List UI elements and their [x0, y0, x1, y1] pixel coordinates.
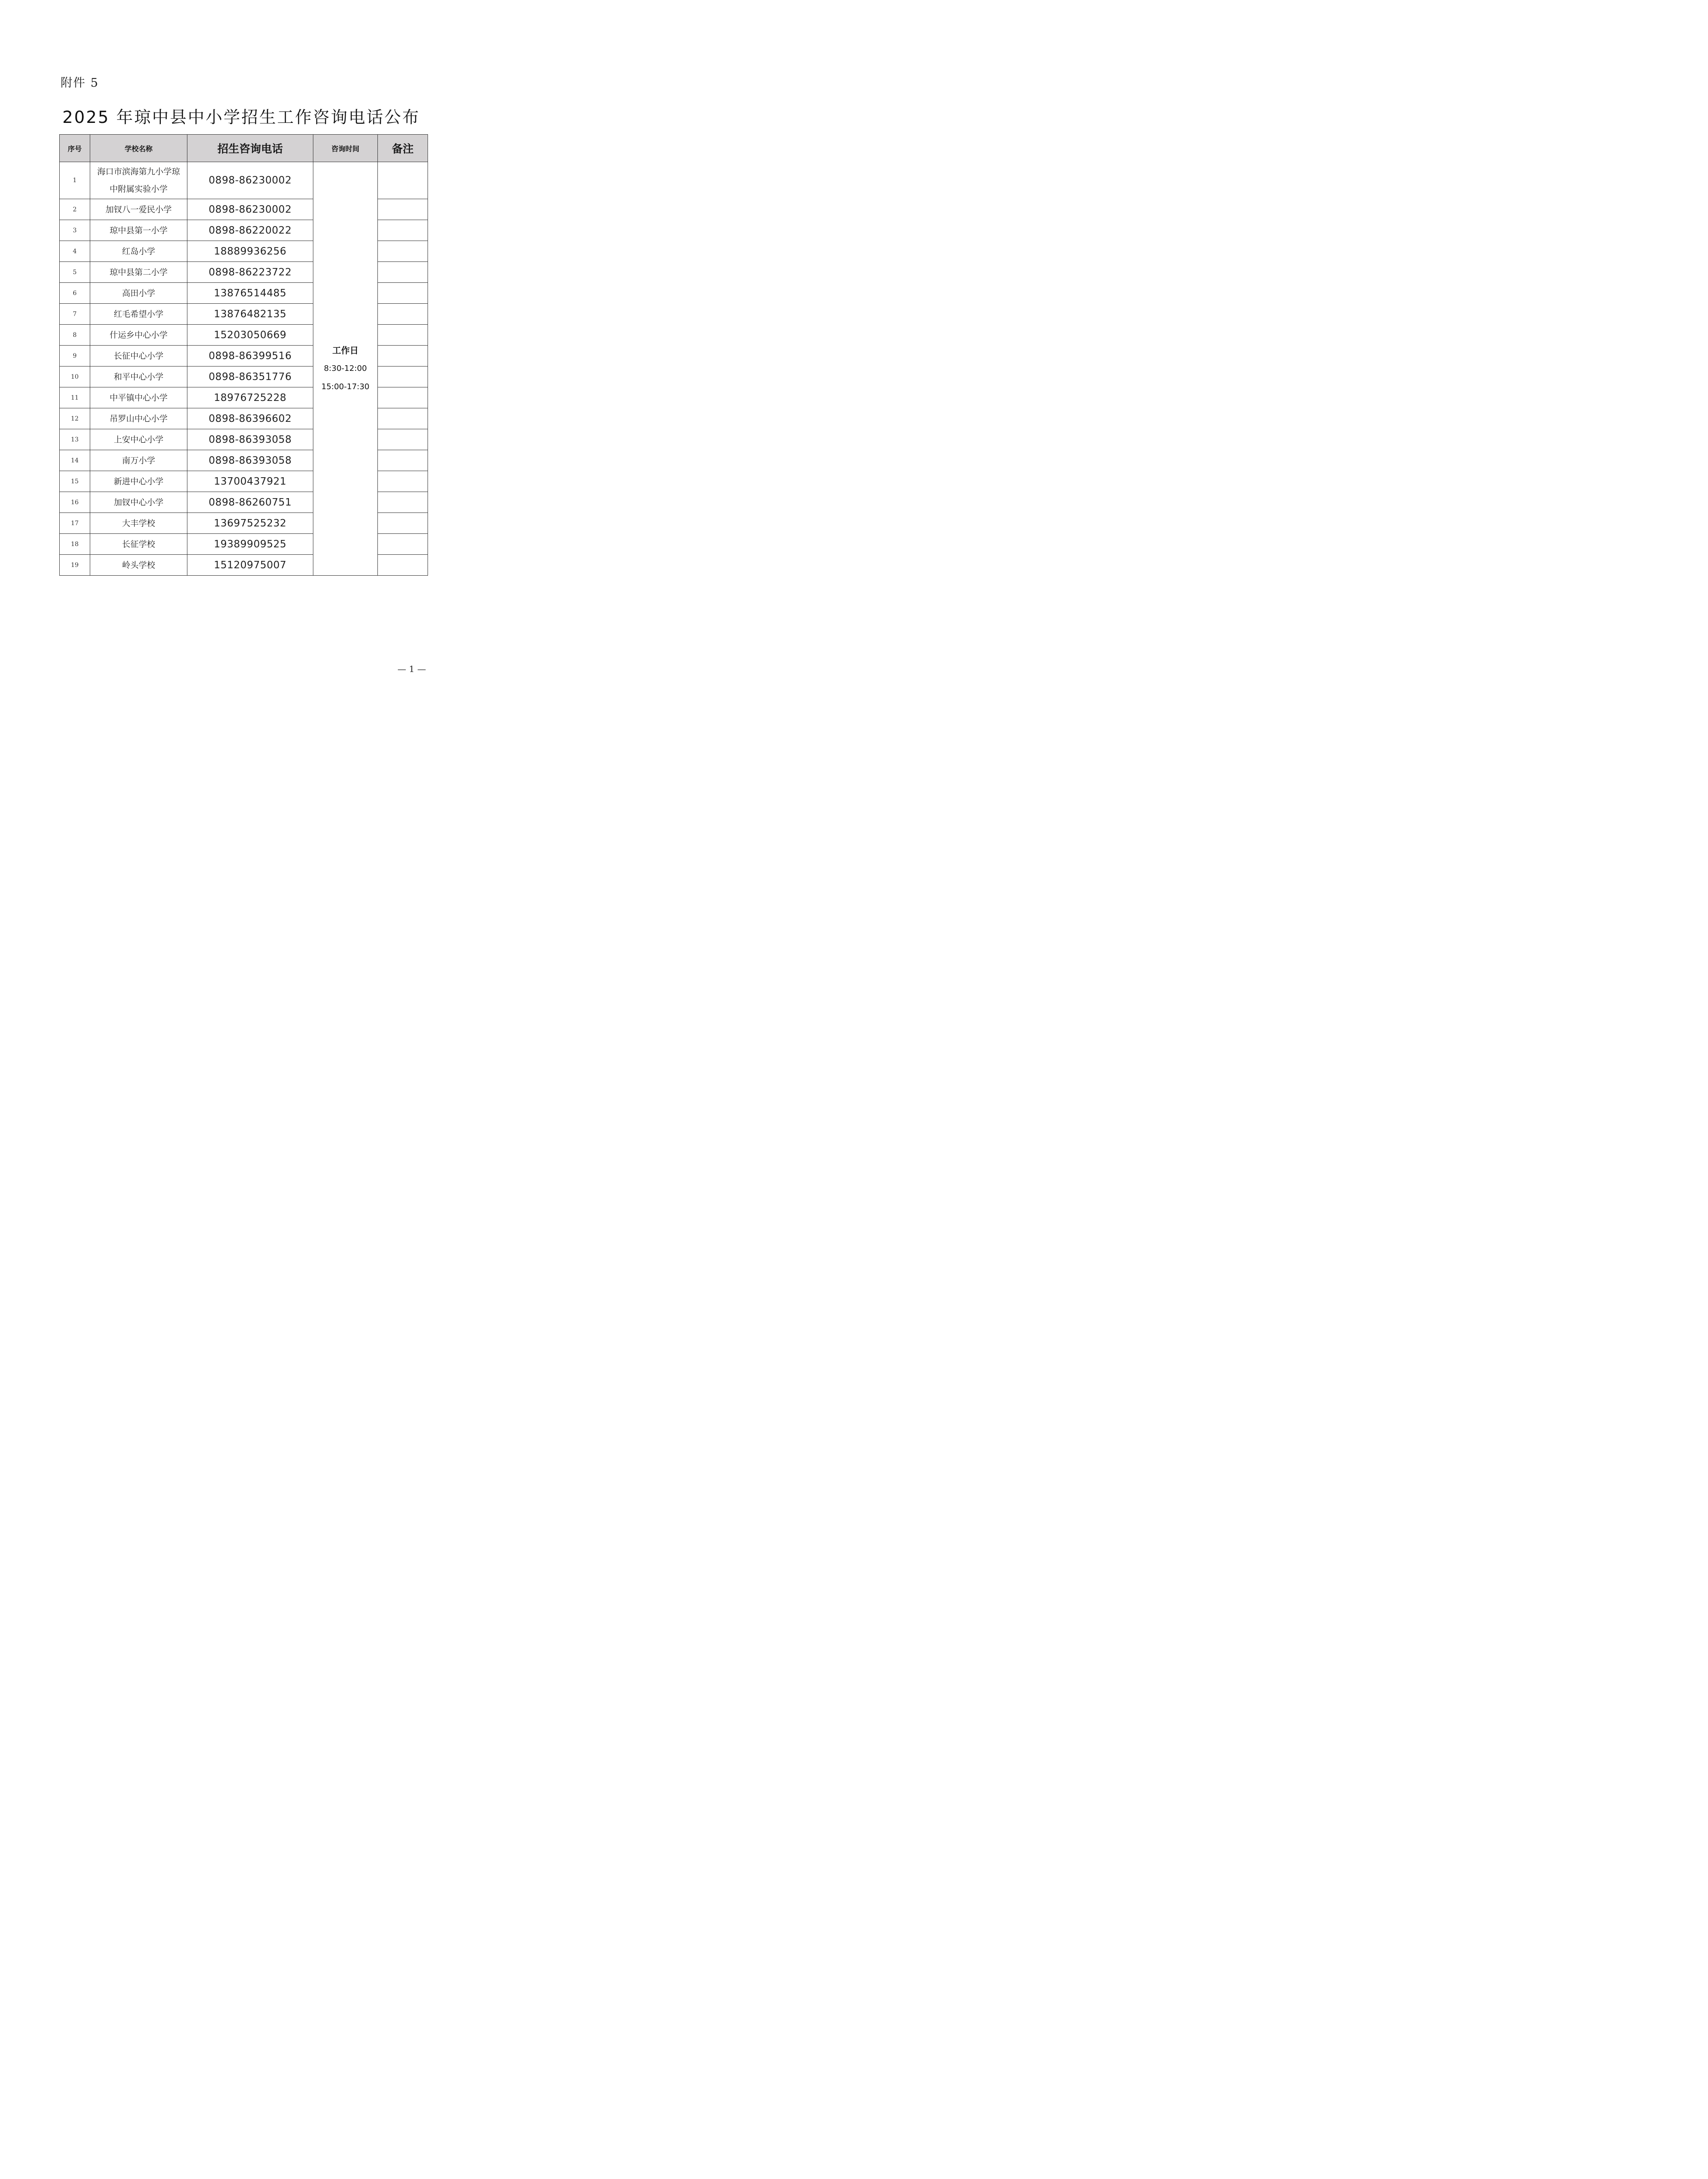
- row-number: 11: [60, 387, 90, 408]
- row-number: 15: [60, 471, 90, 492]
- remarks-cell: [378, 325, 428, 346]
- row-number: 9: [60, 346, 90, 367]
- school-name: 南万小学: [90, 450, 187, 471]
- phone-number: 0898-86396602: [187, 408, 313, 429]
- phone-number: 0898-86230002: [187, 199, 313, 220]
- school-name: 琼中县第二小学: [90, 262, 187, 283]
- phone-number: 19389909525: [187, 534, 313, 555]
- document-title: 2025 年琼中县中小学招生工作咨询电话公布: [62, 108, 420, 127]
- remarks-cell: [378, 199, 428, 220]
- school-name: 和平中心小学: [90, 367, 187, 387]
- remarks-cell: [378, 387, 428, 408]
- row-number: 4: [60, 241, 90, 262]
- remarks-cell: [378, 513, 428, 534]
- school-name: 什运乡中心小学: [90, 325, 187, 346]
- phone-number: 18889936256: [187, 241, 313, 262]
- remarks-cell: [378, 162, 428, 199]
- attachment-label: 附件 5: [61, 76, 99, 90]
- phone-number: 0898-86260751: [187, 492, 313, 513]
- hours-afternoon: 15:00-17:30: [321, 382, 370, 391]
- phone-number: 13700437921: [187, 471, 313, 492]
- school-name: 加钗八一爱民小学: [90, 199, 187, 220]
- row-number: 1: [60, 162, 90, 199]
- enrollment-contact-table: [59, 134, 428, 576]
- row-number: 14: [60, 450, 90, 471]
- school-name: 琼中县第一小学: [90, 220, 187, 241]
- school-name: 上安中心小学: [90, 429, 187, 450]
- school-name: 加钗中心小学: [90, 492, 187, 513]
- row-number: 17: [60, 513, 90, 534]
- row-number: 10: [60, 367, 90, 387]
- remarks-cell: [378, 492, 428, 513]
- phone-number: 15203050669: [187, 325, 313, 346]
- school-name: 红岛小学: [90, 241, 187, 262]
- hours-days: 工作日: [332, 345, 359, 356]
- school-name: 大丰学校: [90, 513, 187, 534]
- phone-number: 0898-86230002: [187, 162, 313, 199]
- row-number: 2: [60, 199, 90, 220]
- remarks-cell: [378, 262, 428, 283]
- school-name: 长征学校: [90, 534, 187, 555]
- phone-number: 0898-86393058: [187, 450, 313, 471]
- row-number: 13: [60, 429, 90, 450]
- school-name: 长征中心小学: [90, 346, 187, 367]
- remarks-cell: [378, 220, 428, 241]
- header-number: 序号: [60, 135, 90, 162]
- phone-number: 18976725228: [187, 387, 313, 408]
- remarks-cell: [378, 304, 428, 325]
- school-name: 海口市滨海第九小学琼中附属实验小学: [90, 162, 187, 199]
- school-name: 岭头学校: [90, 555, 187, 576]
- row-number: 16: [60, 492, 90, 513]
- remarks-cell: [378, 429, 428, 450]
- phone-number: 13697525232: [187, 513, 313, 534]
- header-phone: 招生咨询电话: [187, 135, 313, 162]
- phone-number: 0898-86220022: [187, 220, 313, 241]
- row-number: 7: [60, 304, 90, 325]
- remarks-cell: [378, 346, 428, 367]
- remarks-cell: [378, 471, 428, 492]
- row-number: 18: [60, 534, 90, 555]
- phone-number: 0898-86351776: [187, 367, 313, 387]
- school-name: 中平镇中心小学: [90, 387, 187, 408]
- header-remarks: 备注: [378, 135, 428, 162]
- row-number: 19: [60, 555, 90, 576]
- header-school: 学校名称: [90, 135, 187, 162]
- page-number: — 1 —: [397, 664, 426, 674]
- row-number: 8: [60, 325, 90, 346]
- phone-number: 0898-86393058: [187, 429, 313, 450]
- school-name: 高田小学: [90, 283, 187, 304]
- remarks-cell: [378, 283, 428, 304]
- row-number: 12: [60, 408, 90, 429]
- remarks-cell: [378, 241, 428, 262]
- row-number: 5: [60, 262, 90, 283]
- remarks-cell: [378, 408, 428, 429]
- remarks-cell: [378, 450, 428, 471]
- phone-number: 0898-86399516: [187, 346, 313, 367]
- phone-number: 0898-86223722: [187, 262, 313, 283]
- school-name: 红毛希望小学: [90, 304, 187, 325]
- phone-number: 13876482135: [187, 304, 313, 325]
- remarks-cell: [378, 555, 428, 576]
- phone-number: 15120975007: [187, 555, 313, 576]
- table-row: [60, 162, 428, 199]
- header-time: 咨询时间: [313, 135, 378, 162]
- hours-morning: 8:30-12:00: [324, 364, 367, 373]
- consultation-hours: [313, 162, 378, 576]
- phone-number: 13876514485: [187, 283, 313, 304]
- table-header-row: [60, 135, 428, 162]
- school-name: 新进中心小学: [90, 471, 187, 492]
- remarks-cell: [378, 534, 428, 555]
- school-name: 吊罗山中心小学: [90, 408, 187, 429]
- table-body: [60, 162, 428, 576]
- remarks-cell: [378, 367, 428, 387]
- row-number: 6: [60, 283, 90, 304]
- row-number: 3: [60, 220, 90, 241]
